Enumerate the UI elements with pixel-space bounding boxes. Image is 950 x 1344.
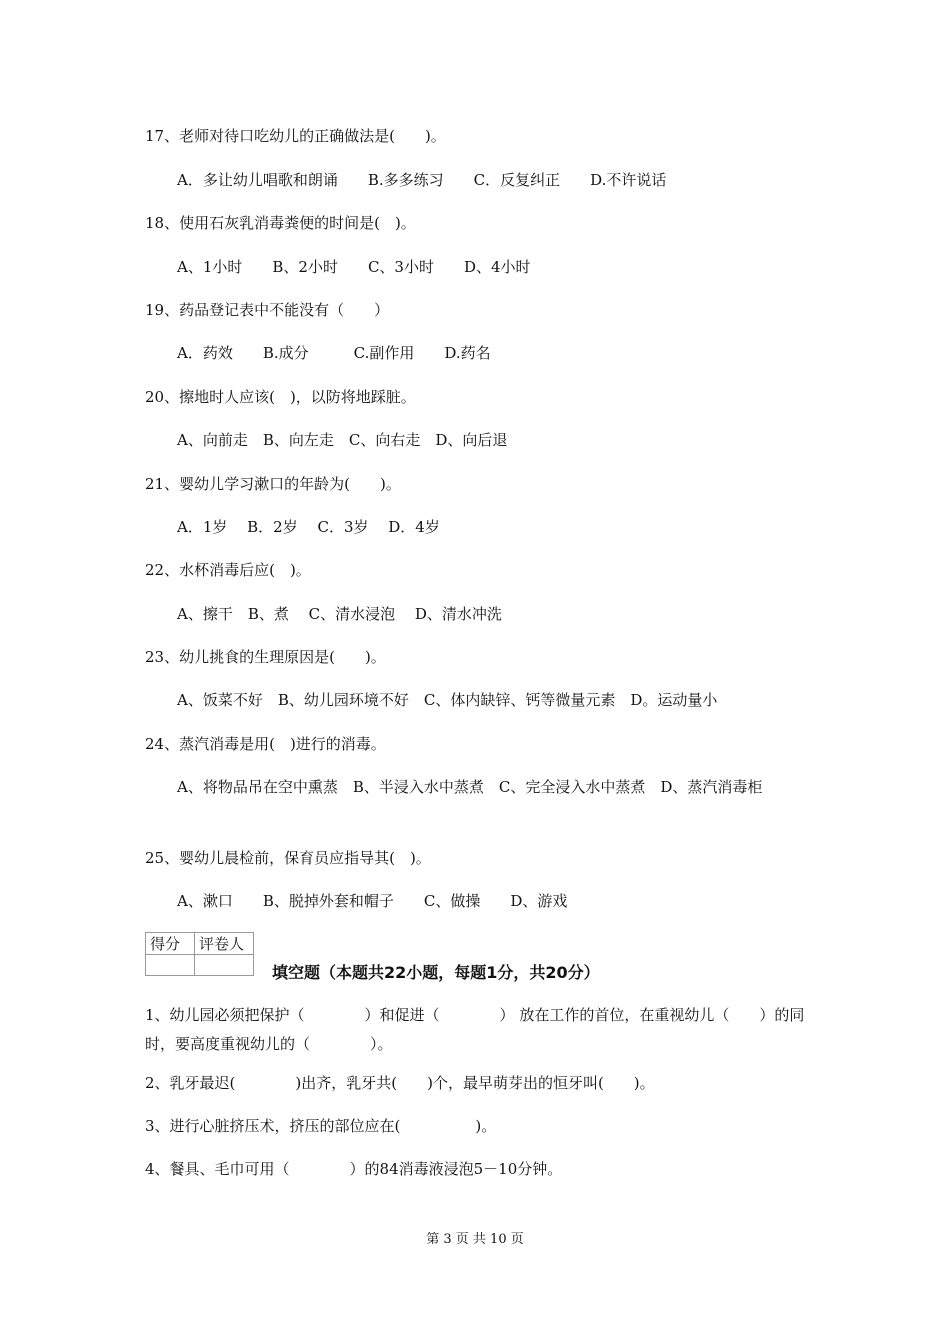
question-20-stem: 20、擦地时人应该( )，以防将地踩脏。: [145, 388, 416, 406]
question-19-options: A．药效 B.成分 C.副作用 D.药名: [177, 344, 491, 362]
score-header: 得分: [146, 933, 195, 955]
question-21-options: A．1岁 B．2岁 C．3岁 D．4岁: [177, 518, 440, 536]
question-23-stem: 23、幼儿挑食的生理原因是( )。: [145, 648, 386, 666]
question-20-options: A、向前走 B、向左走 C、向右走 D、向后退: [177, 431, 508, 449]
question-18-options: A、1小时 B、2小时 C、3小时 D、4小时: [177, 258, 531, 276]
question-25-options: A、漱口 B、脱掉外套和帽子 C、做操 D、游戏: [177, 892, 568, 910]
grader-header: 评卷人: [195, 933, 254, 955]
fill-blank-2: 2、乳牙最迟( )出齐，乳牙共( )个，最早萌芽出的恒牙叫( )。: [145, 1074, 655, 1092]
score-table: [145, 932, 254, 976]
page-footer: 第 3 页 共 10 页: [426, 1232, 524, 1247]
fill-blank-4: 4、餐具、毛巾可用（ ）的84消毒液浸泡5－10分钟。: [145, 1160, 563, 1178]
grader-cell: [195, 955, 254, 976]
fill-blank-3: 3、进行心脏挤压术，挤压的部位应在( )。: [145, 1117, 497, 1135]
question-21-stem: 21、婴幼儿学习漱口的年龄为( )。: [145, 475, 401, 493]
question-25-stem: 25、婴幼儿晨检前，保育员应指导其( )。: [145, 849, 431, 867]
score-cell: [146, 955, 195, 976]
question-17-options: A．多让幼儿唱歌和朗诵 B.多多练习 C．反复纠正 D.不许说话: [177, 171, 667, 189]
question-22-options: A、擦干 B、煮 C、清水浸泡 D、清水冲洗: [177, 605, 502, 623]
question-18-stem: 18、使用石灰乳消毒粪便的时间是( )。: [145, 214, 416, 232]
question-24-options-text: A、将物品吊在空中熏蒸 B、半浸入水中蒸煮 C、完全浸入水中蒸煮 D、蒸汽消毒柜: [177, 778, 763, 796]
question-22-stem: 22、水杯消毒后应( )。: [145, 561, 311, 579]
question-23-options: A、饭菜不好 B、幼儿园环境不好 C、体内缺锌、钙等微量元素 D。运动量小: [177, 691, 718, 709]
question-24-stem: 24、蒸汽消毒是用( )进行的消毒。: [145, 735, 386, 753]
section-title: 填空题（本题共22小题，每题1分，共20分）: [272, 963, 600, 982]
fill-blank-1: 1、幼儿园必须把保护（ ）和促进（ ） 放在工作的首位，在重视幼儿（ ）的同时，要高度重视幼儿的（ ）。: [145, 1006, 805, 1053]
question-24-options: [145, 777, 810, 797]
question-17-stem: 17、老师对待口吃幼儿的正确做法是( )。: [145, 127, 446, 145]
question-19-stem: 19、药品登记表中不能没有（ ）: [145, 301, 390, 319]
